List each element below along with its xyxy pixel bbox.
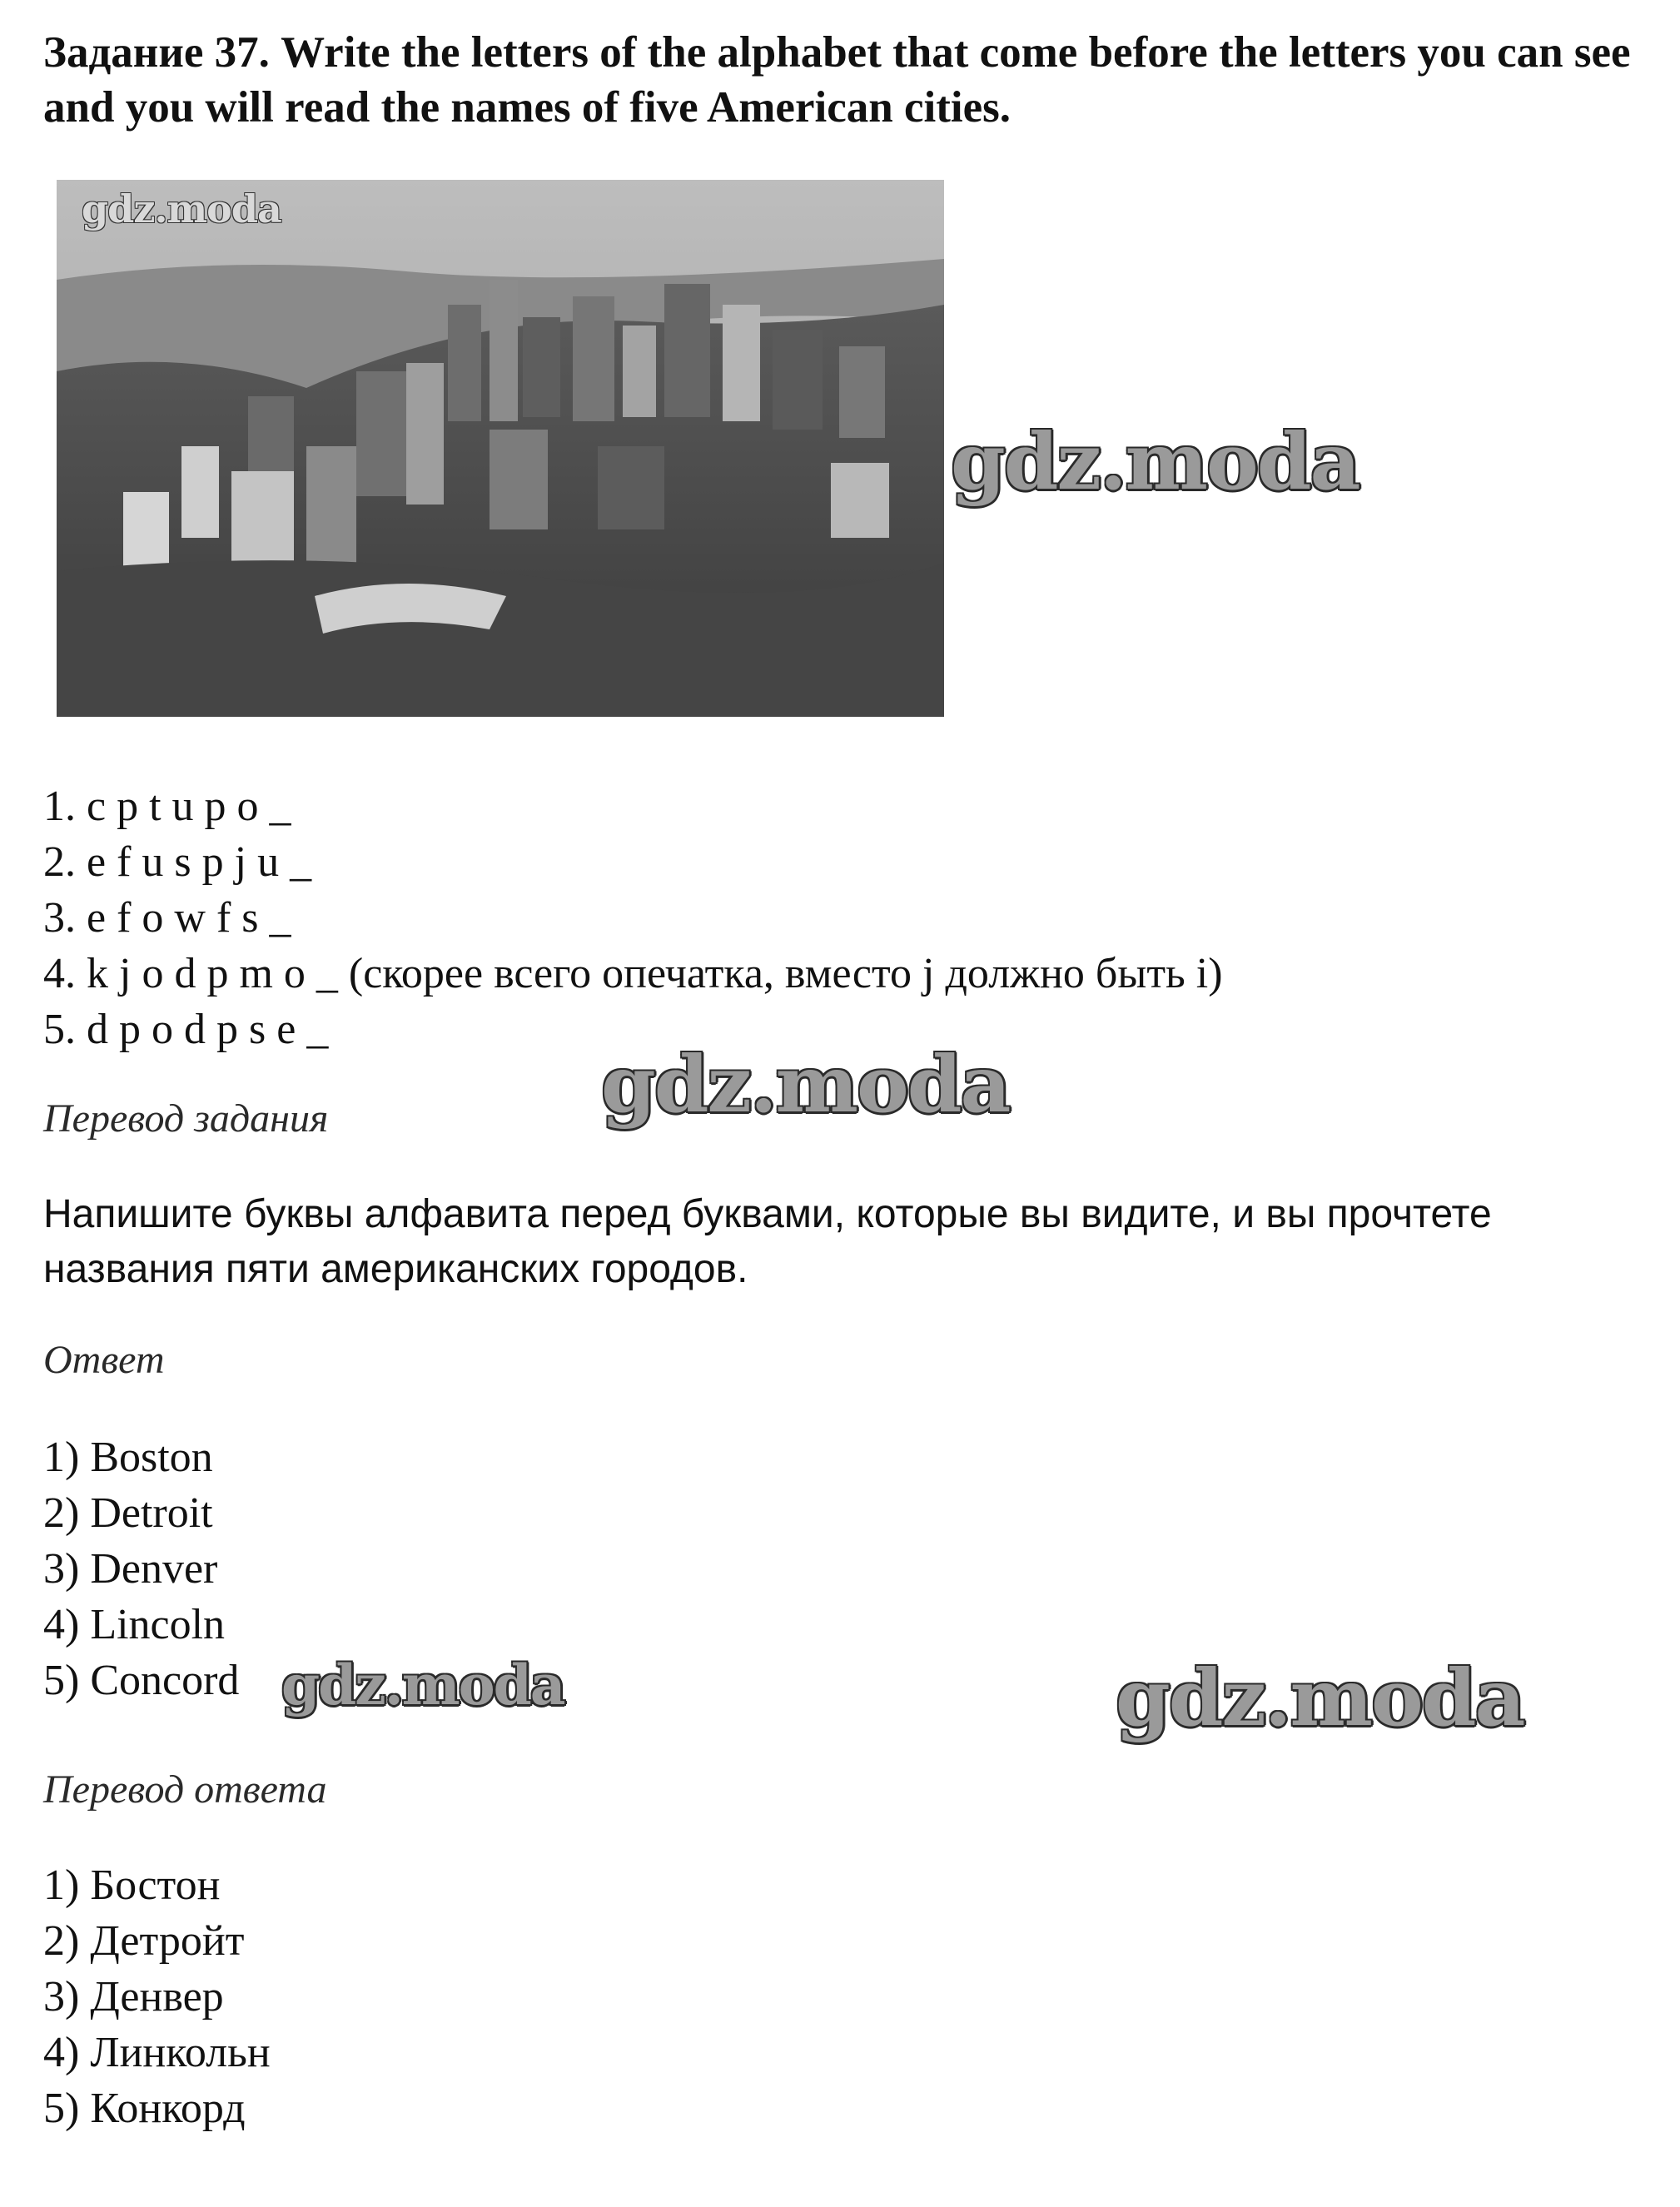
answer-translation-label: Перевод ответа [43,1767,327,1812]
answer-list [43,1429,239,1708]
watermark: gdz.moda [281,1653,564,1717]
answer-ru-list [43,1857,271,2136]
puzzle-item: 4. k j o d p m o _ (скорее всего опечатка, вместо j должно быть i) [43,950,1223,997]
answer-item: 2) Detroit [43,1489,213,1537]
answer-item: 1) Boston [43,1434,213,1481]
translation-text: Напишите буквы алфавита перед буквами, которые вы видите, и вы прочтете названия пяти американских городов. [43,1192,1492,1291]
watermark: gdz.moda [1116,1653,1524,1744]
answer-ru-item: 1) Бостон [43,1862,221,1909]
answer-ru-item: 3) Денвер [43,1973,224,2021]
city-aerial-photo [57,180,944,717]
puzzle-item: 2. e f u s p j u _ [43,838,312,886]
answer-item: 5) Concord [43,1657,240,1704]
photo-watermark: gdz.moda [82,186,281,231]
answer-item: 3) Denver [43,1545,218,1593]
puzzle-item: 3. e f o w f s _ [43,894,291,942]
answer-label: Ответ [43,1338,165,1382]
city-photo-illustration [57,180,944,717]
task-heading: Задание 37. Write the letters of the alphabet that come before the letters you can see and you will read the names of five American cities. [43,28,1631,132]
watermark: gdz.moda [601,1039,1010,1131]
puzzle-item: 5. d p o d p s e _ [43,1006,329,1053]
answer-ru-item: 5) Конкорд [43,2085,246,2132]
answer-ru-item: 4) Линкольн [43,2029,271,2076]
puzzle-list [43,778,1223,1057]
watermark: gdz.moda [951,416,1359,508]
answer-ru-item: 2) Детройт [43,1917,245,1965]
answer-item: 4) Lincoln [43,1601,226,1648]
translation-label: Перевод задания [43,1096,329,1141]
puzzle-item: 1. c p t u p o _ [43,783,291,830]
